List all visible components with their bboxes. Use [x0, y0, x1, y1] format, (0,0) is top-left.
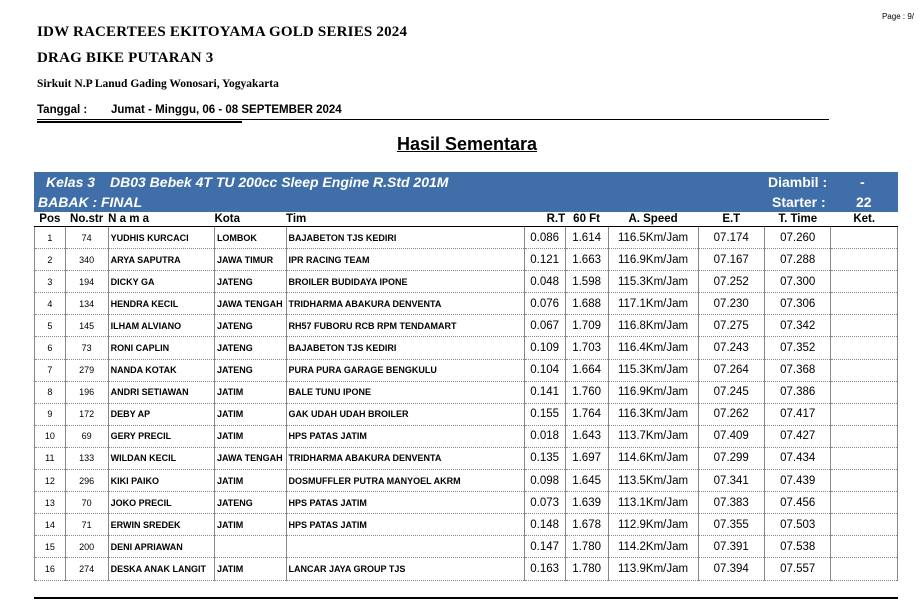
col-header: E.T [698, 212, 764, 227]
name-cell: DENI APRIAWAN [108, 536, 214, 558]
total-time-cell: 07.503 [764, 514, 830, 536]
pos-cell: 5 [35, 315, 66, 337]
bottom-rule [34, 597, 898, 599]
et-cell: 07.275 [698, 315, 764, 337]
team-cell: TRIDHARMA ABAKURA DENVENTA [286, 293, 524, 315]
col-header: No.str [65, 212, 108, 227]
team-cell: HPS PATAS JATIM [286, 425, 524, 447]
et-cell: 07.243 [698, 337, 764, 359]
et-cell: 07.341 [698, 470, 764, 492]
team-cell: IPR RACING TEAM [286, 249, 524, 271]
results-table [34, 212, 898, 581]
team-cell: DOSMUFFLER PUTRA MANYOEL AKRM [286, 470, 524, 492]
team-cell: RH57 FUBORU RCB RPM TENDAMART [286, 315, 524, 337]
col-header: N a m a [108, 212, 214, 227]
rt-cell: 0.135 [524, 447, 565, 469]
rt-cell: 0.109 [524, 337, 565, 359]
team-cell: BAJABETON TJS KEDIRI [286, 337, 524, 359]
babak-band [34, 192, 898, 212]
start-number-cell: 74 [65, 227, 108, 249]
ket-cell [831, 249, 898, 271]
pos-cell: 13 [35, 492, 66, 514]
speed-cell: 117.1Km/Jam [608, 293, 698, 315]
et-cell: 07.262 [698, 403, 764, 425]
event-subtitle: DRAG BIKE PUTARAN 3 [37, 50, 214, 66]
total-time-cell: 07.306 [764, 293, 830, 315]
name-cell: GERY PRECIL [108, 425, 214, 447]
pos-cell: 16 [35, 558, 66, 580]
city-cell [214, 536, 286, 558]
event-venue: Sirkuit N.P Lanud Gading Wonosari, Yogyakarta [37, 78, 279, 90]
et-cell: 07.299 [698, 447, 764, 469]
city-cell: JATENG [214, 271, 286, 293]
table-row [35, 337, 898, 359]
name-cell: ILHAM ALVIANO [108, 315, 214, 337]
start-number-cell: 133 [65, 447, 108, 469]
pos-cell: 4 [35, 293, 66, 315]
rt-cell: 0.098 [524, 470, 565, 492]
name-cell: KIKI PAIKO [108, 470, 214, 492]
start-number-cell: 274 [65, 558, 108, 580]
pos-cell: 12 [35, 470, 66, 492]
total-time-cell: 07.342 [764, 315, 830, 337]
city-cell: JATENG [214, 492, 286, 514]
col-header: R.T [524, 212, 565, 227]
et-cell: 07.174 [698, 227, 764, 249]
table-row [35, 403, 898, 425]
rt-cell: 0.067 [524, 315, 565, 337]
name-cell: DEBY AP [108, 403, 214, 425]
total-time-cell: 07.439 [764, 470, 830, 492]
speed-cell: 115.3Km/Jam [608, 359, 698, 381]
event-title: IDW RACERTEES EKITOYAMA GOLD SERIES 2024 [37, 24, 408, 40]
rt-cell: 0.148 [524, 514, 565, 536]
kelas-label: Kelas 3 [46, 174, 96, 190]
total-time-cell: 07.288 [764, 249, 830, 271]
col-header: Pos [35, 212, 66, 227]
et-cell: 07.252 [698, 271, 764, 293]
city-cell: JATIM [214, 558, 286, 580]
speed-cell: 113.1Km/Jam [608, 492, 698, 514]
total-time-cell: 07.386 [764, 381, 830, 403]
total-time-cell: 07.260 [764, 227, 830, 249]
name-cell: YUDHIS KURCACI [108, 227, 214, 249]
page-number: Page : 9/ [881, 12, 914, 21]
results-table-wrap [34, 172, 898, 581]
sixty-ft-cell: 1.678 [565, 514, 608, 536]
ket-cell [831, 470, 898, 492]
table-row [35, 447, 898, 469]
speed-cell: 113.9Km/Jam [608, 558, 698, 580]
team-cell: TRIDHARMA ABAKURA DENVENTA [286, 447, 524, 469]
speed-cell: 116.8Km/Jam [608, 315, 698, 337]
total-time-cell: 07.352 [764, 337, 830, 359]
pos-cell: 7 [35, 359, 66, 381]
start-number-cell: 70 [65, 492, 108, 514]
babak-label: BABAK : FINAL [38, 194, 143, 210]
team-cell: BALE TUNU IPONE [286, 381, 524, 403]
table-row [35, 271, 898, 293]
team-cell: BROILER BUDIDAYA IPONE [286, 271, 524, 293]
speed-cell: 116.9Km/Jam [608, 381, 698, 403]
name-cell: NANDA KOTAK [108, 359, 214, 381]
rt-cell: 0.073 [524, 492, 565, 514]
start-number-cell: 279 [65, 359, 108, 381]
speed-cell: 116.9Km/Jam [608, 249, 698, 271]
results-body [35, 227, 898, 581]
col-header: Kota [214, 212, 286, 227]
ket-cell [831, 558, 898, 580]
team-cell: HPS PATAS JATIM [286, 492, 524, 514]
name-cell: DICKY GA [108, 271, 214, 293]
team-cell: HPS PATAS JATIM [286, 514, 524, 536]
ket-cell [831, 447, 898, 469]
speed-cell: 116.5Km/Jam [608, 227, 698, 249]
ket-cell [831, 337, 898, 359]
table-row [35, 536, 898, 558]
table-row [35, 425, 898, 447]
rt-cell: 0.076 [524, 293, 565, 315]
pos-cell: 2 [35, 249, 66, 271]
city-cell: JATENG [214, 337, 286, 359]
speed-cell: 112.9Km/Jam [608, 514, 698, 536]
rt-cell: 0.163 [524, 558, 565, 580]
rt-cell: 0.155 [524, 403, 565, 425]
total-time-cell: 07.456 [764, 492, 830, 514]
et-cell: 07.355 [698, 514, 764, 536]
pos-cell: 15 [35, 536, 66, 558]
ket-cell [831, 514, 898, 536]
sixty-ft-cell: 1.703 [565, 337, 608, 359]
total-time-cell: 07.427 [764, 425, 830, 447]
speed-cell: 113.5Km/Jam [608, 470, 698, 492]
ket-cell [831, 492, 898, 514]
report-title: Hasil Sementara [396, 134, 538, 154]
speed-cell: 114.2Km/Jam [608, 536, 698, 558]
name-cell: ANDRI SETIAWAN [108, 381, 214, 403]
rt-cell: 0.141 [524, 381, 565, 403]
sixty-ft-cell: 1.643 [565, 425, 608, 447]
class-band [34, 172, 898, 192]
ket-cell [831, 315, 898, 337]
sixty-ft-cell: 1.639 [565, 492, 608, 514]
col-header: T. Time [764, 212, 830, 227]
rt-cell: 0.086 [524, 227, 565, 249]
start-number-cell: 200 [65, 536, 108, 558]
start-number-cell: 69 [65, 425, 108, 447]
pos-cell: 10 [35, 425, 66, 447]
start-number-cell: 296 [65, 470, 108, 492]
pos-cell: 11 [35, 447, 66, 469]
sixty-ft-cell: 1.760 [565, 381, 608, 403]
name-cell: WILDAN KECIL [108, 447, 214, 469]
start-number-cell: 71 [65, 514, 108, 536]
total-time-cell: 07.368 [764, 359, 830, 381]
col-header: A. Speed [608, 212, 698, 227]
sixty-ft-cell: 1.780 [565, 558, 608, 580]
et-cell: 07.230 [698, 293, 764, 315]
et-cell: 07.245 [698, 381, 764, 403]
speed-cell: 116.4Km/Jam [608, 337, 698, 359]
pos-cell: 9 [35, 403, 66, 425]
diambil-label: Diambil : [768, 174, 828, 190]
start-number-cell: 145 [65, 315, 108, 337]
team-cell [286, 536, 524, 558]
total-time-cell: 07.300 [764, 271, 830, 293]
et-cell: 07.383 [698, 492, 764, 514]
name-cell: JOKO PRECIL [108, 492, 214, 514]
sixty-ft-cell: 1.614 [565, 227, 608, 249]
ket-cell [831, 425, 898, 447]
city-cell: JAWA TENGAH [214, 293, 286, 315]
city-cell: JATIM [214, 425, 286, 447]
name-cell: HENDRA KECIL [108, 293, 214, 315]
rt-cell: 0.018 [524, 425, 565, 447]
city-cell: LOMBOK [214, 227, 286, 249]
name-cell: ARYA SAPUTRA [108, 249, 214, 271]
table-row [35, 359, 898, 381]
header-row [35, 212, 898, 227]
sixty-ft-cell: 1.598 [565, 271, 608, 293]
sixty-ft-cell: 1.663 [565, 249, 608, 271]
team-cell: GAK UDAH UDAH BROILER [286, 403, 524, 425]
table-row [35, 470, 898, 492]
table-row [35, 315, 898, 337]
table-row [35, 293, 898, 315]
start-number-cell: 172 [65, 403, 108, 425]
ket-cell [831, 271, 898, 293]
city-cell: JATIM [214, 403, 286, 425]
date-row [37, 104, 829, 120]
pos-cell: 3 [35, 271, 66, 293]
start-number-cell: 73 [65, 337, 108, 359]
team-cell: PURA PURA GARAGE BENGKULU [286, 359, 524, 381]
sixty-ft-cell: 1.780 [565, 536, 608, 558]
speed-cell: 114.6Km/Jam [608, 447, 698, 469]
class-name: DB03 Bebek 4T TU 200cc Sleep Engine R.Std 201M [110, 174, 449, 190]
date-value: Jumat - Minggu, 06 - 08 SEPTEMBER 2024 [111, 104, 342, 116]
table-row [35, 492, 898, 514]
starter-value: 22 [856, 194, 872, 210]
pos-cell: 8 [35, 381, 66, 403]
total-time-cell: 07.557 [764, 558, 830, 580]
total-time-cell: 07.434 [764, 447, 830, 469]
name-cell: ERWIN SREDEK [108, 514, 214, 536]
city-cell: JATENG [214, 315, 286, 337]
team-cell: LANCAR JAYA GROUP TJS [286, 558, 524, 580]
pos-cell: 6 [35, 337, 66, 359]
sixty-ft-cell: 1.688 [565, 293, 608, 315]
start-number-cell: 134 [65, 293, 108, 315]
start-number-cell: 194 [65, 271, 108, 293]
start-number-cell: 340 [65, 249, 108, 271]
col-header: 60 Ft [565, 212, 608, 227]
table-row [35, 558, 898, 580]
team-cell: BAJABETON TJS KEDIRI [286, 227, 524, 249]
et-cell: 07.391 [698, 536, 764, 558]
name-cell: RONI CAPLIN [108, 337, 214, 359]
total-time-cell: 07.417 [764, 403, 830, 425]
et-cell: 07.409 [698, 425, 764, 447]
sixty-ft-cell: 1.664 [565, 359, 608, 381]
table-row [35, 514, 898, 536]
ket-cell [831, 359, 898, 381]
date-label: Tanggal : [37, 104, 88, 116]
pos-cell: 14 [35, 514, 66, 536]
table-row [35, 249, 898, 271]
et-cell: 07.394 [698, 558, 764, 580]
rt-cell: 0.048 [524, 271, 565, 293]
city-cell: JATIM [214, 514, 286, 536]
name-cell: DESKA ANAK LANGIT [108, 558, 214, 580]
col-header: Tim [286, 212, 524, 227]
col-header: Ket. [831, 212, 898, 227]
city-cell: JAWA TIMUR [214, 249, 286, 271]
sixty-ft-cell: 1.645 [565, 470, 608, 492]
et-cell: 07.264 [698, 359, 764, 381]
date-underline [37, 121, 242, 123]
rt-cell: 0.147 [524, 536, 565, 558]
sixty-ft-cell: 1.697 [565, 447, 608, 469]
sixty-ft-cell: 1.709 [565, 315, 608, 337]
pos-cell: 1 [35, 227, 66, 249]
start-number-cell: 196 [65, 381, 108, 403]
starter-label: Starter : [772, 194, 826, 210]
rt-cell: 0.121 [524, 249, 565, 271]
ket-cell [831, 381, 898, 403]
speed-cell: 115.3Km/Jam [608, 271, 698, 293]
city-cell: JAWA TENGAH [214, 447, 286, 469]
table-row [35, 381, 898, 403]
table-row [35, 227, 898, 249]
rt-cell: 0.104 [524, 359, 565, 381]
et-cell: 07.167 [698, 249, 764, 271]
city-cell: JATENG [214, 359, 286, 381]
speed-cell: 113.7Km/Jam [608, 425, 698, 447]
city-cell: JATIM [214, 470, 286, 492]
speed-cell: 116.3Km/Jam [608, 403, 698, 425]
ket-cell [831, 227, 898, 249]
total-time-cell: 07.538 [764, 536, 830, 558]
diambil-value: - [860, 174, 865, 190]
ket-cell [831, 403, 898, 425]
sixty-ft-cell: 1.764 [565, 403, 608, 425]
ket-cell [831, 293, 898, 315]
ket-cell [831, 536, 898, 558]
city-cell: JATIM [214, 381, 286, 403]
